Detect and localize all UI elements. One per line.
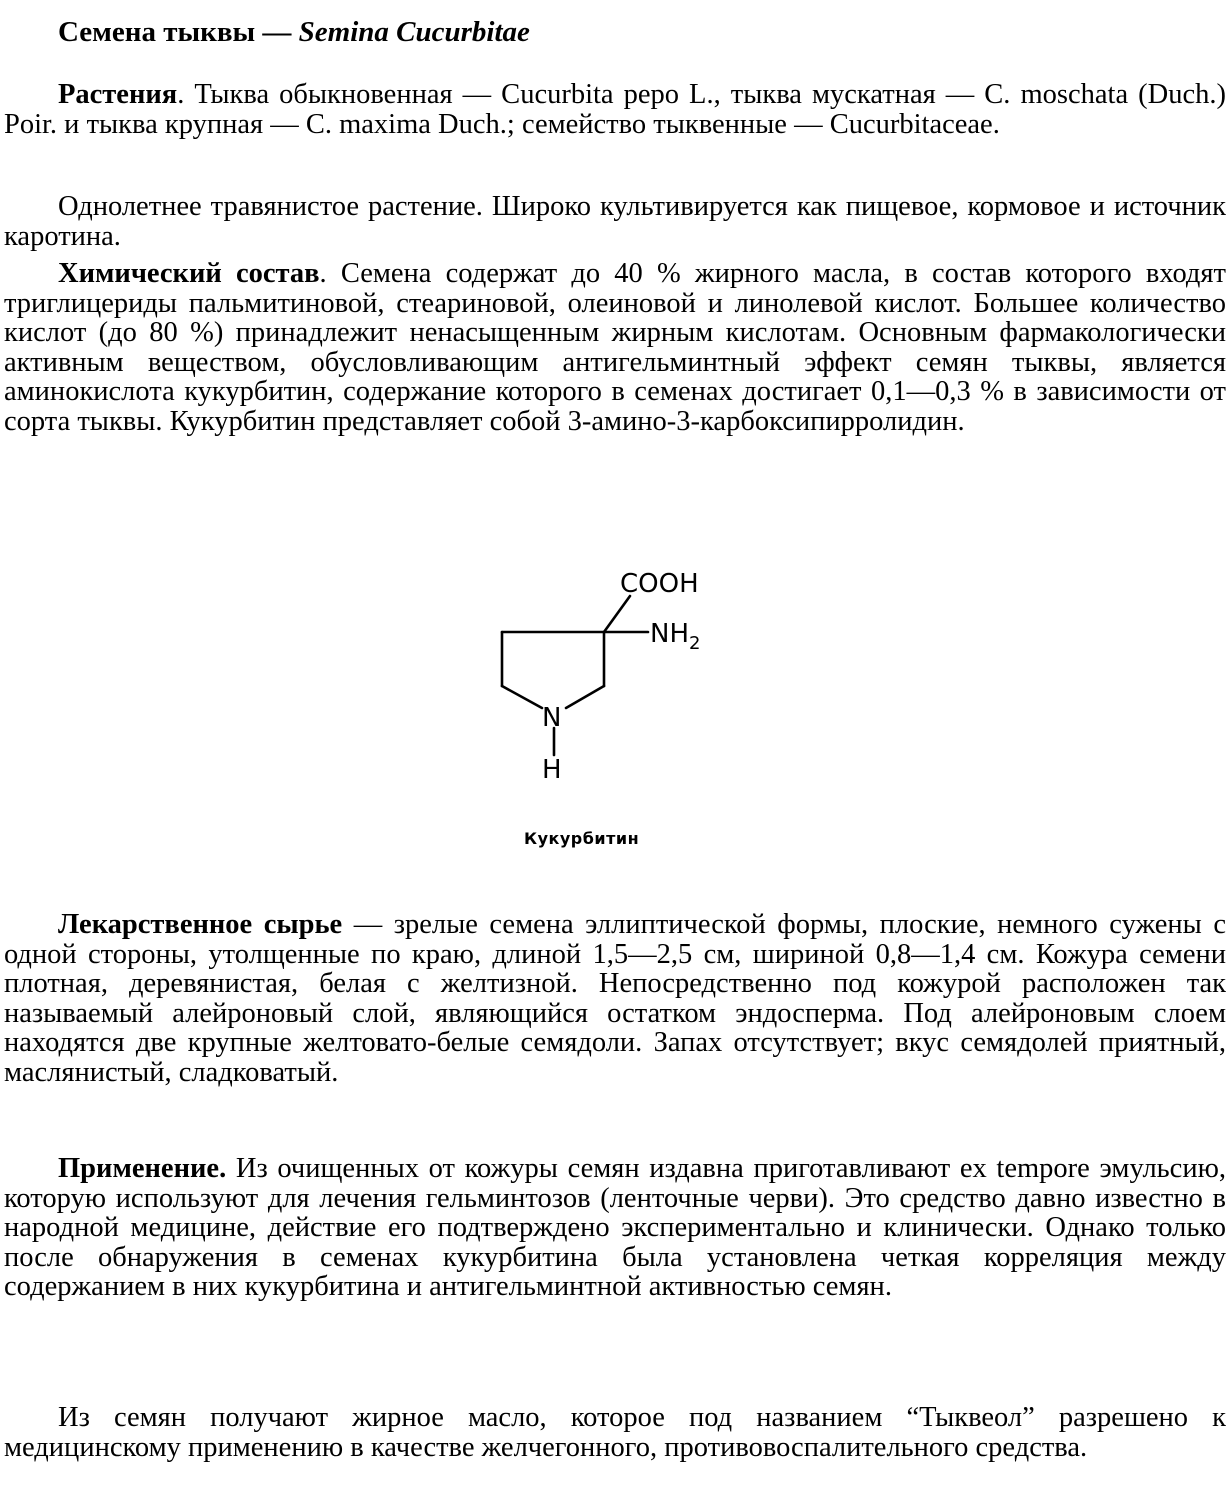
title-latin: Semina Cucurbitae xyxy=(298,16,530,48)
use-text: Из очищенных от кожуры семян издавна приготавливают ex tempore эмульсию, которую используют для лечения гельминтозов (ленточные черви). Это средство давно известно в народной медицине, действие его подтверждено экспериментально и клинически. Однако только после обнаружения в семенах кукурбитина была установлена четкая корреляция между содержанием в них кукурбитина и антигельминтной активностью семян. xyxy=(4,1153,1226,1302)
paragraph-plants xyxy=(4,80,1226,139)
bond-cooh xyxy=(604,596,630,632)
oil-text: Из семян получают жирное масло, которое под названием “Тыквеол” разрешено к медицинскому применению в качестве желчегонного, противовоспалительного средства. xyxy=(4,1402,1226,1463)
annual-text: Однолетнее травянистое растение. Широко культивируется как пищевое, кормовое и источник каротина. xyxy=(4,191,1226,252)
structure-svg xyxy=(470,560,770,790)
cooh-label: COOH xyxy=(620,569,699,599)
raw-text: — зрелые семена эллиптической формы, плоские, немного сужены с одной стороны, утолщенные по краю, длиной 1,5—2,5 см, шириной 0,8—1,4 см. Кожура семени плотная, деревянистая, белая с желтизной. Непосредственно под кожурой расположен так называемый алейроновый слой, являющийся остатком эндосперма. Под алейроновым слоем находятся две крупные желтовато-белые семядоли. Запах отсутствует; вкус семядолей приятный, маслянистый, сладковатый. xyxy=(4,909,1226,1088)
chemistry-label: Химический состав xyxy=(58,258,320,289)
plants-text: . Тыква обыкновенная — Cucurbita pepo L., тыква мускатная — C. moschata (Duch.) Poir. и тыква крупная — C. maxima Duch.; семейство тыквенные — Cucurbitaceae. xyxy=(4,79,1226,140)
raw-label: Лекарственное сырье xyxy=(58,909,343,940)
bond-left-n xyxy=(502,686,542,708)
nh2-subscript: 2 xyxy=(689,633,701,654)
bond-right-n xyxy=(566,686,604,708)
paragraph-raw-material xyxy=(4,910,1226,1087)
structure-caption: Кукурбитин xyxy=(524,829,640,848)
atom-labels xyxy=(542,569,700,785)
section-title xyxy=(58,14,530,50)
nh2-label xyxy=(650,619,700,654)
ring-bonds xyxy=(502,596,648,755)
paragraph-chemistry xyxy=(4,259,1226,436)
h-atom-label: H xyxy=(542,755,562,785)
chemistry-text: . Семена содержат до 40 % жирного масла, в состав которого входят триглицериды пальмитиновой, стеариновой, олеиновой и линолевой кислот. Большее количество кислот (до 80 %) принадлежит ненасыщенным жирным кислотам. Основным фармакологически активным веществом, обусловливающим антигельминтный эффект семян тыквы, является аминокислота кукурбитин, содержание которого в семенах достигает 0,1—0,3 % в зависимости от сорта тыквы. Кукурбитин представляет собой 3-амино-3-карбоксипирролидин. xyxy=(4,258,1226,437)
use-label: Применение. xyxy=(58,1153,227,1184)
paragraph-use xyxy=(4,1154,1226,1302)
title-main: Семена тыквы — xyxy=(58,16,292,48)
nh-text: NH xyxy=(650,619,689,649)
cucurbitin-structure xyxy=(470,560,770,790)
paragraph-annual xyxy=(4,192,1226,251)
n-atom-label: N xyxy=(542,703,562,733)
paragraph-oil xyxy=(4,1403,1226,1462)
plants-label: Растения xyxy=(58,79,178,110)
